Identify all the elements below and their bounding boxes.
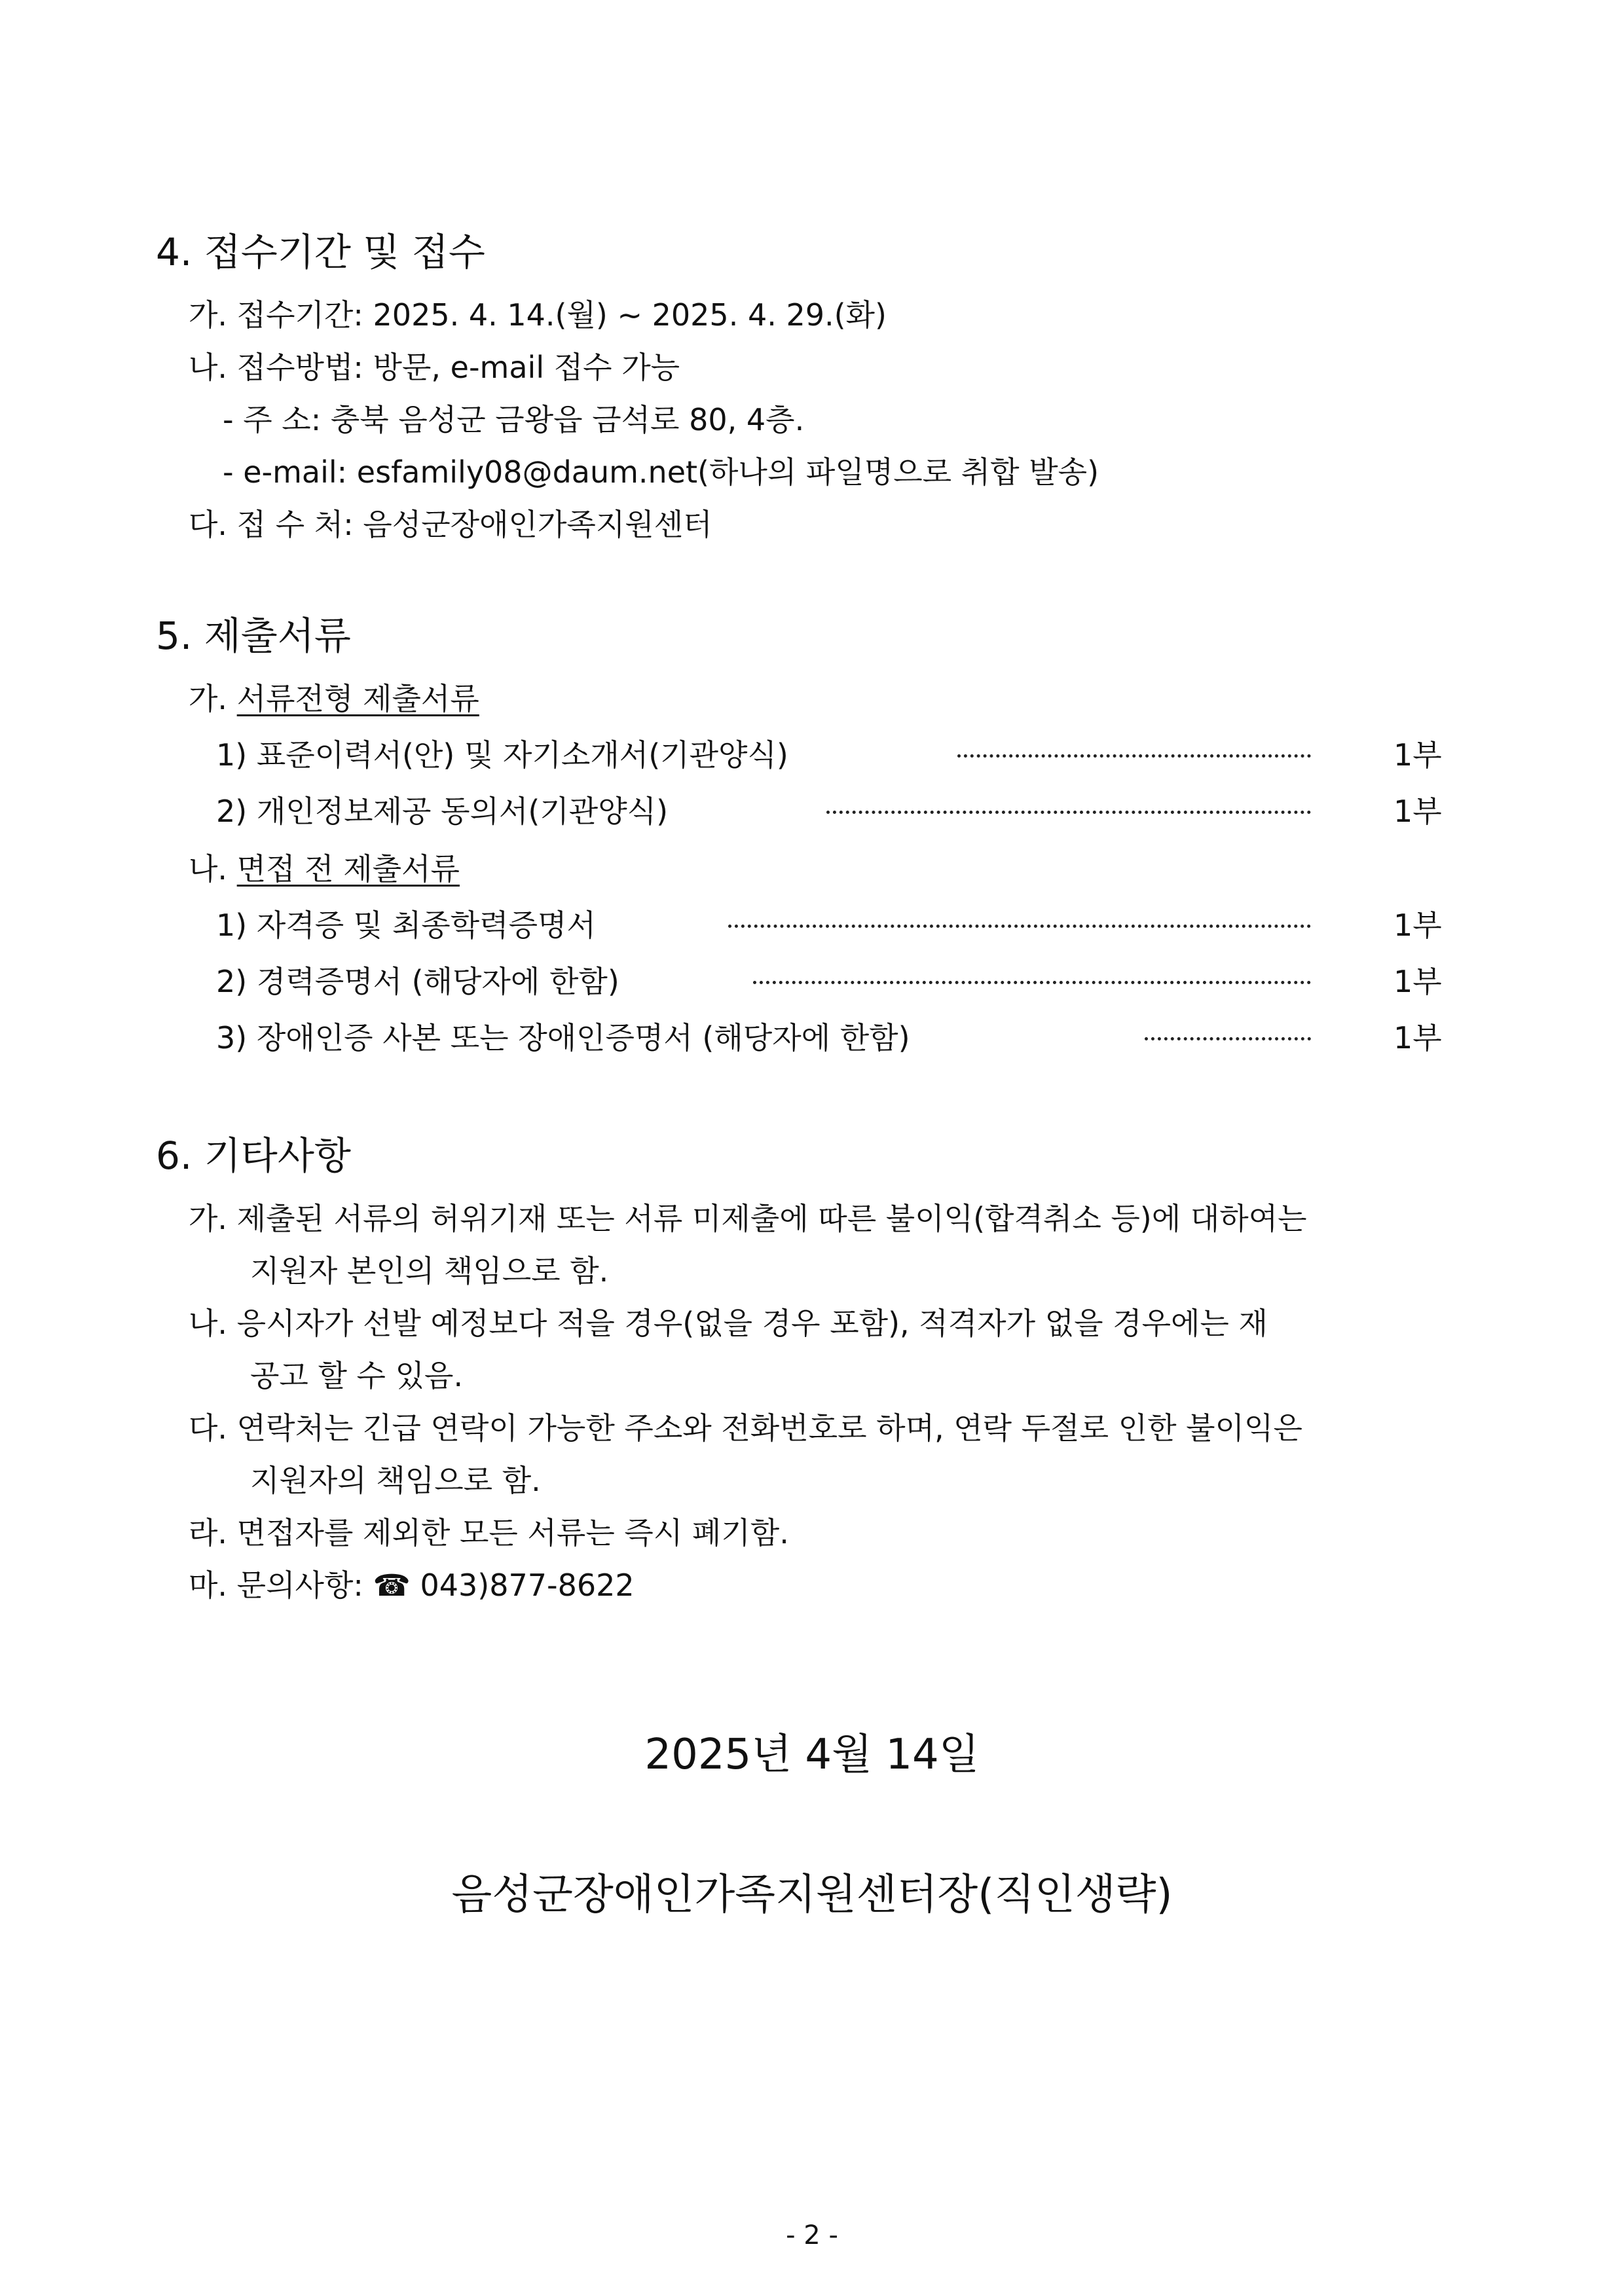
section4-receiver: 다. 접 수 처: 음성군장애인가족지원센터 xyxy=(189,507,712,542)
document-date: 2025년 4월 14일 xyxy=(644,1731,980,1779)
group-b-prefix: 나. xyxy=(189,851,228,887)
section6-item-na-cont: 공고 할 수 있음. xyxy=(250,1358,464,1393)
leader-dots xyxy=(728,925,1311,928)
section6-item-ga: 가. 제출된 서류의 허위기재 또는 서류 미제출에 따른 불이익(합격취소 등)에 대하여는 xyxy=(189,1201,1307,1236)
section6-item-ra: 라. 면접자를 제외한 모든 서류는 즉시 폐기함. xyxy=(189,1515,789,1551)
section4-period: 가. 접수기간: 2025. 4. 14.(월) ~ 2025. 4. 29.(화) xyxy=(189,297,887,333)
section5-heading: 5. 제출서류 xyxy=(156,614,351,658)
leader-dots xyxy=(957,754,1311,758)
section6-item-da-cont: 지원자의 책임으로 함. xyxy=(250,1463,541,1498)
doc-item-count: 1부 xyxy=(1393,794,1442,829)
doc-item-count: 1부 xyxy=(1393,737,1442,773)
doc-item-label: 1) 자격증 및 최종학력증명서 xyxy=(216,908,596,943)
page-number: - 2 - xyxy=(786,2220,838,2250)
section5-group-a xyxy=(189,681,479,716)
section6-item-ga-cont: 지원자 본인의 책임으로 함. xyxy=(250,1253,609,1289)
group-a-title: 서류전형 제출서류 xyxy=(236,681,479,716)
section5-group-b xyxy=(189,851,460,887)
leader-dots xyxy=(753,981,1311,984)
doc-item-count: 1부 xyxy=(1393,964,1442,999)
section4-address: - 주 소: 충북 음성군 금왕읍 금석로 80, 4층. xyxy=(223,402,805,437)
section6-heading: 6. 기타사항 xyxy=(156,1133,351,1178)
section6-item-da: 다. 연락처는 긴급 연락이 가능한 주소와 전화번호로 하며, 연락 두절로 인한 불이익은 xyxy=(189,1410,1302,1446)
group-b-title: 면접 전 제출서류 xyxy=(236,851,460,887)
doc-item-label: 2) 경력증명서 (해당자에 한함) xyxy=(216,964,619,999)
section6-item-na: 나. 응시자가 선발 예정보다 적을 경우(없을 경우 포함), 적격자가 없을 경우에는 재 xyxy=(189,1306,1268,1341)
leader-dots xyxy=(1145,1037,1311,1040)
doc-item-label: 1) 표준이력서(안) 및 자기소개서(기관양식) xyxy=(216,737,788,773)
doc-item-count: 1부 xyxy=(1393,1020,1442,1056)
signature-line: 음성군장애인가족지원센터장(직인생략) xyxy=(451,1871,1173,1919)
section4-heading: 4. 접수기간 및 접수 xyxy=(156,230,485,274)
section6-item-ma: 마. 문의사항: ☎ 043)877-8622 xyxy=(189,1568,635,1603)
doc-item-label: 2) 개인정보제공 동의서(기관양식) xyxy=(216,794,669,829)
doc-item-label: 3) 장애인증 사본 또는 장애인증명서 (해당자에 한함) xyxy=(216,1020,910,1056)
doc-item-count: 1부 xyxy=(1393,908,1442,943)
leader-dots xyxy=(826,811,1311,814)
section4-email: - e-mail: esfamily08@daum.net(하나의 파일명으로 취합 발송) xyxy=(223,454,1099,490)
group-a-prefix: 가. xyxy=(189,681,228,716)
section4-method: 나. 접수방법: 방문, e-mail 접수 가능 xyxy=(189,350,680,385)
